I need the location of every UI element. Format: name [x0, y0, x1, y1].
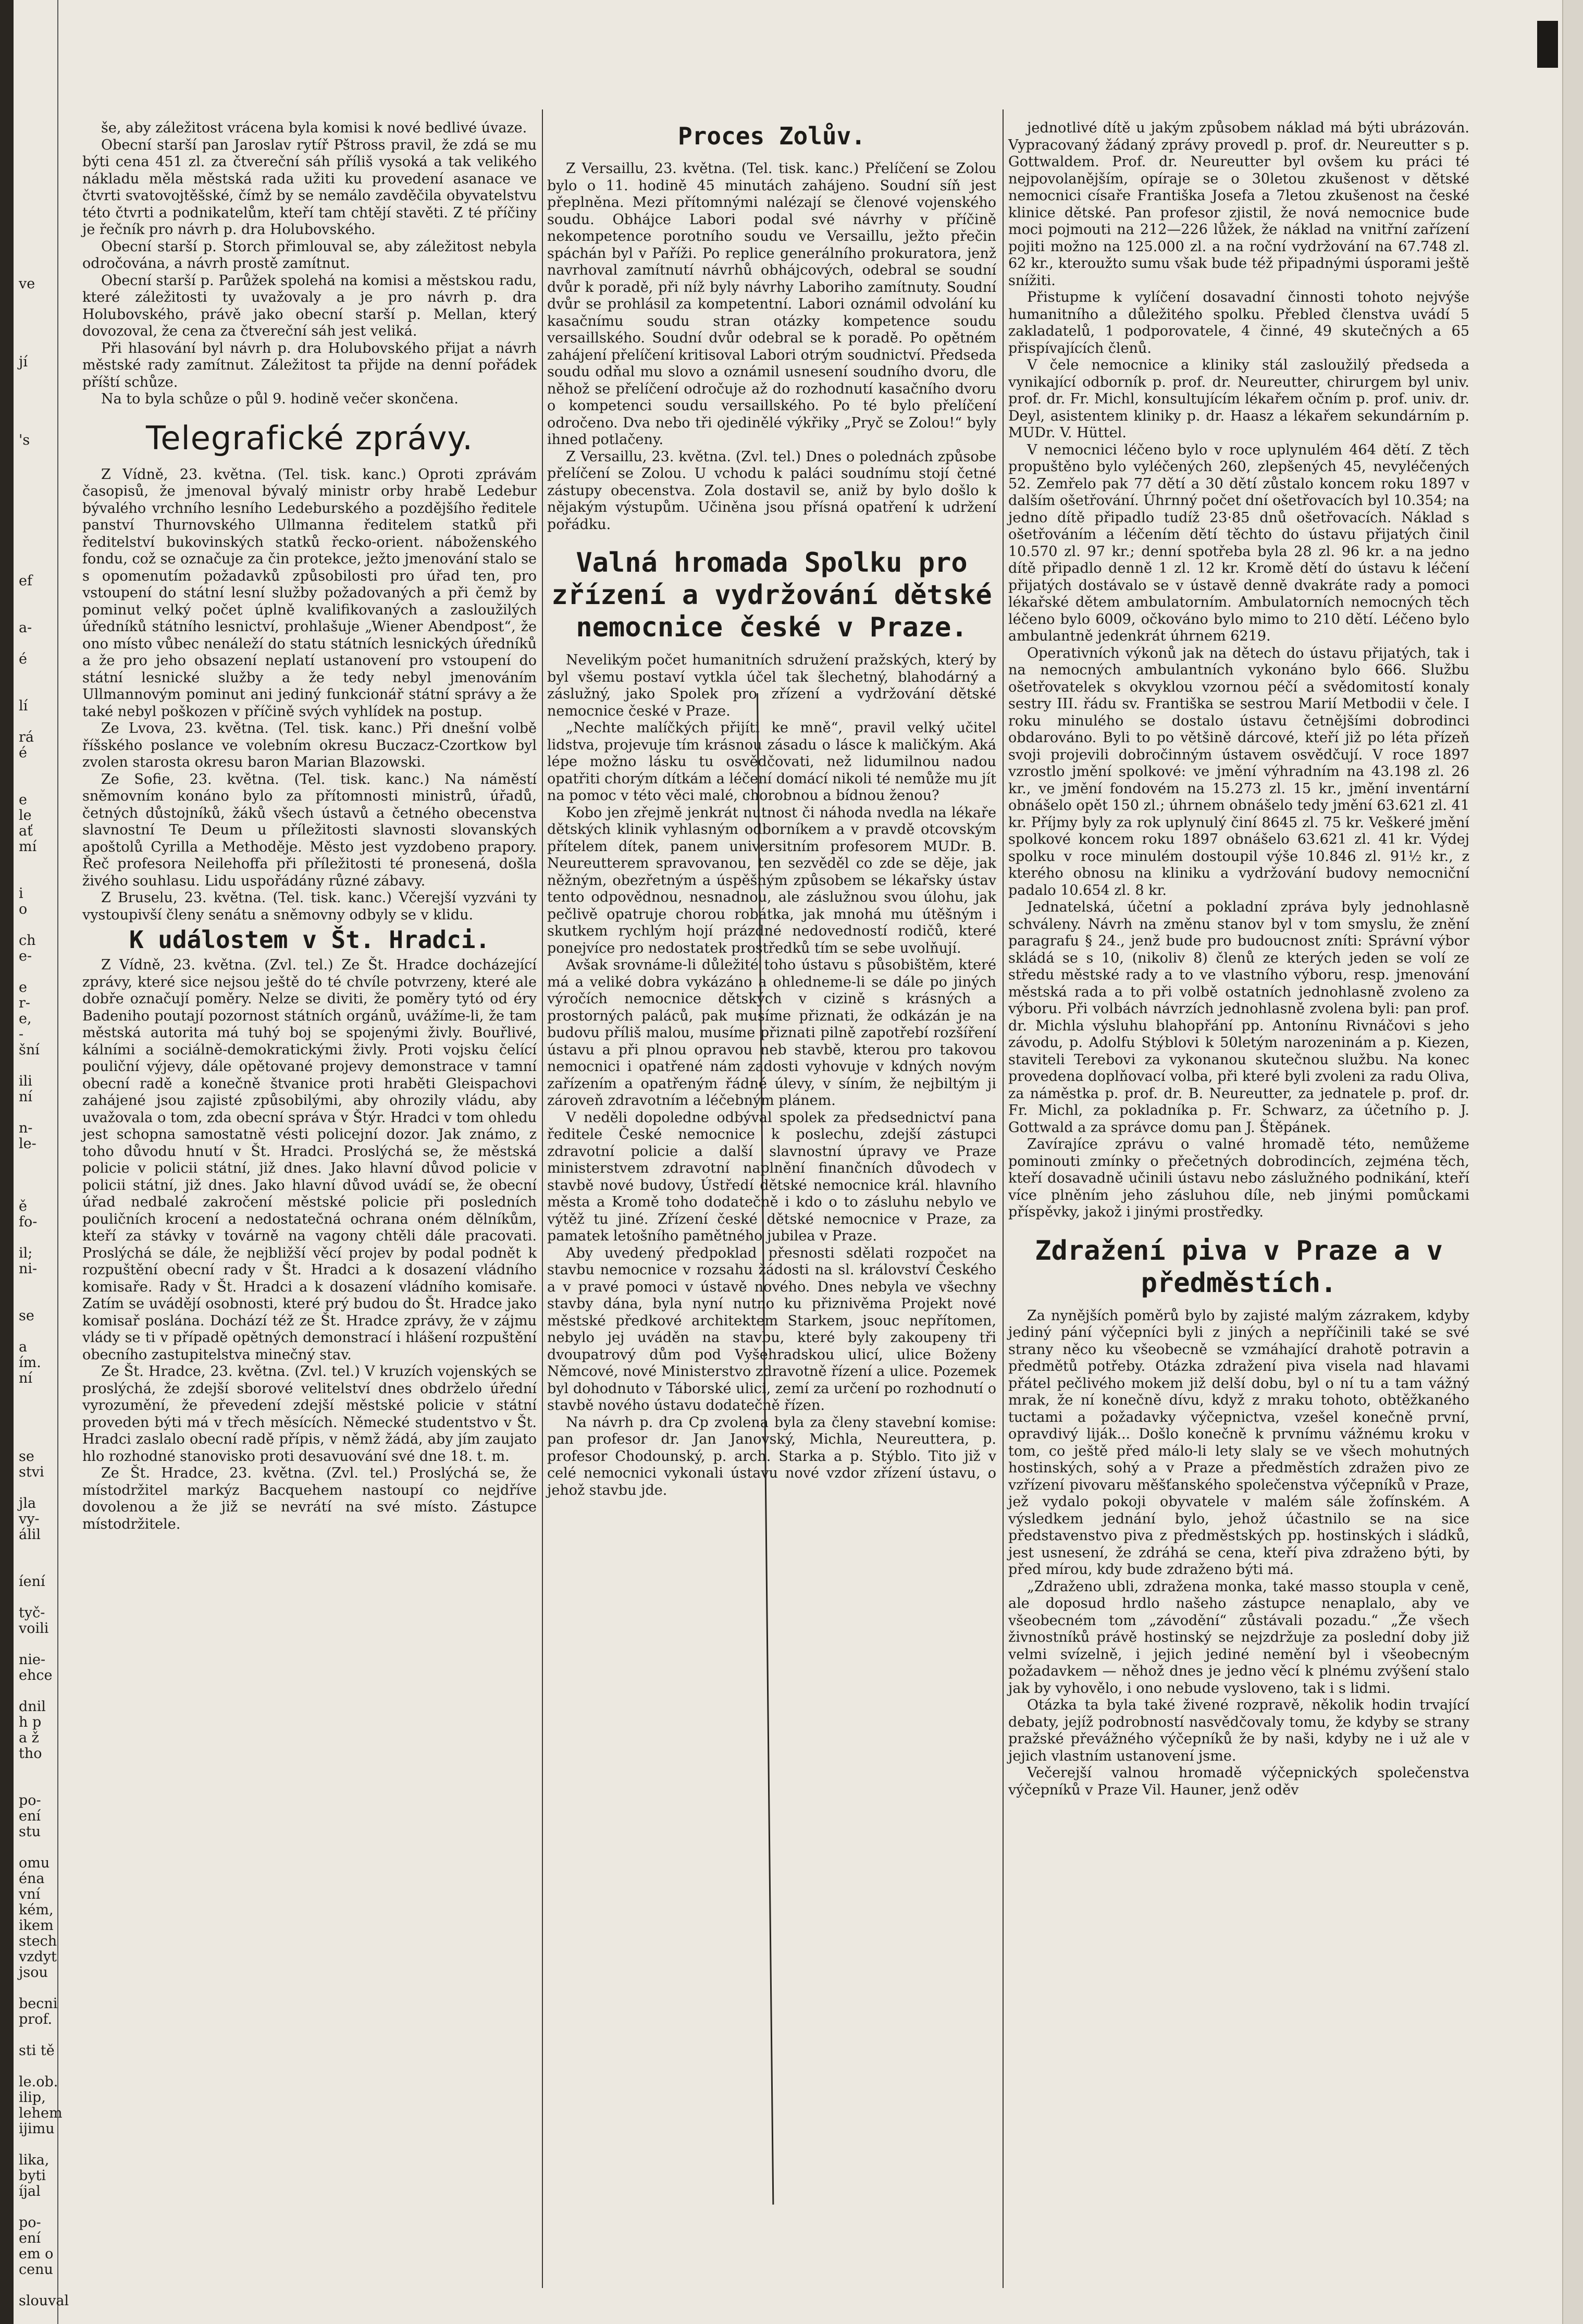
beer-price-section — [1008, 1308, 1469, 1799]
fragment-text: se — [19, 1308, 34, 1324]
fragment-text: ě — [19, 1198, 27, 1214]
fragment-text: a ž — [19, 1730, 39, 1746]
fragment-text: vní — [19, 1886, 41, 1902]
hospital-heading: Valná hromada Spolku pro zřízení a vydržování dětské nemocnice české v Praze. — [551, 547, 992, 643]
telegram-paragraph: Z Bruselu, 23. května. (Tel. tisk. kanc.) Včerejší vyzváni ty vystoupivší členy senátu a sněmovny odbyly se v klidu. — [82, 890, 537, 923]
fragment-text: le.ob. — [19, 2074, 58, 2090]
article-paragraph: Přistupme k vylíčení dosavadní činnosti tohoto nejvýše humanitního a důležitého spolku. Přebled členstva uvádí 5 zakladatelů, 1 podporovatele, 4 činné, 49 skutečných a 65 přispívajících členů. — [1008, 289, 1469, 356]
fragment-text: éna — [19, 1871, 45, 1887]
fragment-text: voili — [19, 1620, 49, 1637]
hospital-section — [547, 652, 996, 1499]
fragment-text: ikem — [19, 1917, 54, 1934]
graz-section — [82, 957, 537, 1533]
telegram-paragraph: Z Vídně, 23. května. (Tel. tisk. kanc.) Oproti zprávám časopisů, že jmenoval bývalý ministr orby hrabě Ledebur bývalého vrchního lesního Ledeburského a pozdějšího ředitele panství Thurnovského Ullmanna ředitelem statků při ředitelství bukovinských statků řecko-orient. náboženského fondu, což se označuje za čin protekce, ježto jmenování stalo se s opomenutím požadavků způsobilosti pro úřad ten, pro vstoupení do státní lesní služby požadovaných a při čemž by pominut velký počet úplně kvalifikovaných a zasloužilých úředníků státního lesnictví, prohlašuje „Wiener Abendpost“, že ono místo vůbec nenáleží do statu státních lesnických úředníků a že pro jeho obsazení neplatí ustanovení pro vstoupení do státní lesnické služby a že tedy nebyl jmenováním Ullmannovým pominut ani jediný funkcionář státní správy a že také nebyl poškozen v příčině svých vyhlídek na postup. — [82, 466, 537, 720]
fragment-text: stvi — [19, 1464, 44, 1480]
fragment-text: ijimu — [19, 2121, 55, 2137]
article-paragraph: Při hlasování byl návrh p. dra Holubovského přijat a návrh městské rady zamítnut. Záležitost ta přijde na denní pořádek příští schůze. — [82, 340, 537, 390]
fragment-text: r- — [19, 995, 31, 1011]
fragment-text: becni — [19, 1996, 58, 2012]
fragment-text: ve — [19, 276, 35, 292]
fragment-text: stu — [19, 1824, 41, 1840]
corner-mark — [1537, 21, 1558, 68]
fragment-text: em o — [19, 2246, 54, 2262]
fragment-text: prof. — [19, 2011, 53, 2027]
fragment-text: il; — [19, 1245, 33, 1261]
page-edge — [1562, 0, 1583, 2324]
article-paragraph: Zavírajíce zprávu o valné hromadě této, nemůžeme pominouti zmínky o přečetných dobrodincích, zejména těch, kteří dosavadně učinili ústavu nebo záslužného podnikání, kteří více plněním jeho zásluhou díle, neb jinými pomůckami příspěvky, jakož i jinými prostředky. — [1008, 1136, 1469, 1220]
fragment-text: ch — [19, 932, 36, 949]
fragment-text: a — [19, 1339, 28, 1355]
fragment-text: mí — [19, 839, 37, 855]
article-paragraph: Z Versaillu, 23. května. (Tel. tisk. kanc.) Přelíčení se Zolou bylo o 11. hodině 45 minutách zahájeno. Soudní síň jest přeplněna. Mezi přítomnými nalézají se členové vojenského soudu. Obhájce Labori podal své návrhy v příčině nekompetence porotního soudu ve Versaillu, ježto přečin spáchán byl v Paříži. Po replice generálního prokuratora, jenž navrhoval zamítnutí návrhů obhájcových, odebral se soudní dvůr k poradě, při níž byly návrhy Laboriho zamítnuty. Soudní dvůr se prohlásil za kompetentní. Labori oznámil odvolání ku kasačnímu soudu stran otázky kompetence soudu versaillského. Soudní dvůr odebral se k poradě. Po opětném zahájení přelíčení kritisoval Labori otrým soudnictví. Předseda soudu odňal mu slovo a oznámil usnesení soudního dvoru, dle něhož se přelíčení odročuje až do rozhodnutí kasačního dvoru o kompetenci soudu versaillského. Po té bylo přelíčení odročeno. Dva nebo tři ojedinělé výkřiky „Pryč se Zolou!“ byly ihned potlačeny. — [547, 161, 996, 448]
fragment-text: kém, — [19, 1902, 54, 1918]
telegrams-section — [82, 466, 537, 924]
telegrams-heading: Telegrafické zprávy. — [145, 419, 473, 457]
article-paragraph: Za nynějších poměrů bylo by zajisté malým zázrakem, kdyby jediný pání výčepníci byli z jiných a nepříčinili také se své strany něco ku všeobecně se vzmáhající drahotě potravin a předmětů potřeby. Otázka zdražení piva visela nad hlavami přátel pečlivého mokem již delší dobu, byl o ní tu a tam vážný mrak, že ní konečně dívu, když z mraku tohoto, obtěžkaného tuctami a požadavky výčepnictva, vzešel konečně první, opravdivý liják... Došlo konečně k prvnímu vážnému kroku v tom, co ještě před málo-li lety slaly se ve všech mohutných hostinských, sohý a v Praze a předměstích zdražen pivo ze vzřízení pivovaru měšťanského společenstva výčepníků v Praze, jež vydalo pokoji obyvatele v malém sále žofínském. A výsledkem jednání bylo, jehož účastnilo se na sice představenstvo piva z předměstských pp. hostinských i sládků, jest usnesení, že zdráhá se cena, kteří piva zdraženo býti, by před mírou, kdy bude zdraženo býti má. — [1008, 1307, 1469, 1578]
fragment-text: é — [19, 651, 27, 667]
fragment-text: tyč- — [19, 1605, 45, 1621]
article-paragraph: V nemocnici léčeno bylo v roce uplynulém 464 dětí. Z těch propuštěno bylo vyléčených 260, zlepšených 45, nevyléčených 52. Zemřelo pak 77 dětí a 30 dětí zůstalo koncem roku 1897 v dalším ošetřování. Úhrnný počet dní ošetřovacích byl 10.354; na jedno dítě připadlo tudíž 23·85 dnů ošetřovacích. Náklad s ošetřováním a léčením dětí těchto do ústavu přijatých činil 10.570 zl. 97 kr.; denní spotřeba byla 28 zl. 96 kr. a na jedno dítě připadlo denně 1 zl. 12 kr. Kromě dětí do ústavu k léčení přijatých dostávalo se v ústavě denně dvakráte rady a pomoci lékařské dětem ambulatorním. Ambulatorních nemocných těch léčeno bylo 6009, očkováno bylo mimo to 210 dětí. Léčeno bylo ambulantně jedenkrát úhrnem 6219. — [1008, 441, 1469, 644]
fragment-text: dnil — [19, 1699, 46, 1715]
fragment-text: ení — [19, 2230, 41, 2246]
article-paragraph: Ze Št. Hradce, 23. května. (Zvl. tel.) V kruzích vojenských se proslýchá, že zdejší sborové velitelství dnes obdrželo úřední vyrozumění, že převedení zdejší městské policie v státní proveden býti má v třech měsících. Německé studentstvo v Št. Hradci zaslalo obecní radě přípis, v němž žádá, aby jím zaujato hlo rozhodné stanovisko proti desavuování své dne 18. t. m. — [82, 1363, 537, 1465]
article-paragraph: Avšak srovnáme-li důležité toho ústavu s působištěm, které má a veliké dobra vykázáno a ohledneme-li se dále po jiných výročích nemocnice dětských v cizině s krásných a prostorných paláců, pak musíme přiznati, že odkázán je na budovu příliš malou, musíme přiznati pilně zapotřebí rozšíření ústavu a při plnou opravou neb stavbě, kterou pro takovou nemocnici i opatřené nám zadosti vyhovuje v kdných novým zařízením a opatřeným řádné úlevy, v síním, že nejbiltým ji zároveň zdravotním a léčebným plánem. — [547, 957, 996, 1109]
article-paragraph: Večerejší valnou hromadě výčepnických společenstva výčepníků v Praze Vil. Hauner, jenž oděv — [1008, 1765, 1469, 1798]
fragment-text: n- — [19, 1120, 33, 1136]
fragment-text: slouval — [19, 2293, 69, 2309]
article-paragraph: „Zdraženo ubli, zdražena monka, také masso stoupla v ceně, ale doposud hrdlo našeho zástupce nenaplalo, aby ve všeobecném tom „závodění“ zůstávali pozadu.“ „Že všech živnostníků právě hostinský se nejzdržuje za poslední doby již velmi svízelně, i jejich jediné nemění byl i všeobecným požadavkem — něhož dnes je jedno věcí k plnému zvýšení stalo jak by vyhovělo, i ono nebude vysloveno, tak i s lidmi. — [1008, 1578, 1469, 1696]
fragment-text: le — [19, 807, 32, 823]
article-paragraph: Ze Št. Hradce, 23. května. (Zvl. tel.) Proslýchá se, že místodržitel markýz Bacquehem nastoupí co nejdříve dovolenou a že již se nevrátí na své místo. Zástupce místodržitele. — [82, 1465, 537, 1532]
fragment-text: jí — [19, 354, 28, 370]
column-rule — [542, 109, 543, 2288]
fragment-text: byti — [19, 2168, 46, 2184]
graz-heading: K událostem v Št. Hradci. — [129, 926, 490, 954]
fragment-text: e — [19, 792, 27, 808]
fragment-text: o — [19, 901, 28, 917]
article-paragraph: Z Versaillu, 23. května. (Zvl. tel.) Dnes o polednách způsobe přelíčení se Zolou. U vchodu k paláci soudnímu stojí četné zástupy obecenstva. Zola dostavil se, aniž by bylo došlo k nějakým výstupům. Učiněna jsou přísná opatření k udržení pořádku. — [547, 448, 996, 533]
fragment-text: jsou — [19, 1964, 48, 1981]
fragment-text: le- — [19, 1136, 36, 1152]
fragment-text: se — [19, 1448, 34, 1465]
article-paragraph: Jednatelská, účetní a pokladní zpráva byly jednohlasně schváleny. Návrh na změnu stanov byl v tom smyslu, že znění paragrafu § 24., jenž bude pro budoucnost zníti: Správní výbor skládá se s 10, (nikoliv 8) členů ze kterých jeden se volí ze středu městské rady a to ve vlastního výboru, resp. jmenování městská rada a to při volbě ostatních jednohlasně zvoleno za výboru. Při volbách návrzích jednohlasně zvolena byli: pan prof. dr. Michla výsluhu blahopřání pp. Antonínu Rivnáčovi s jeho závodu, p. Adolfu Stýblovi k 50letým narozeninám a p. Kiezen, staviteli Terebovi za vykonanou skutečnou službu. Na konec provedena doplňovací volba, při které byli zvoleni za radu Oliva, za náměstka p. prof. dr. B. Neureutter, za jednatele p. prof. dr. Fr. Michl, za pokladníka p. Fr. Schwarz, za účetního p. J. Gottwald a za správce domu pan J. Štěpánek. — [1008, 899, 1469, 1136]
column-3 — [1008, 120, 1469, 2283]
column-2 — [547, 120, 996, 2283]
beer-heading: Zdražení piva v Praze a v předměstích. — [1035, 1235, 1443, 1299]
fragment-text: stech — [19, 1933, 57, 1949]
fragment-text: e — [19, 979, 27, 995]
fragment-text: vzdyt — [19, 1949, 57, 1965]
fragment-text: - — [19, 1026, 24, 1042]
fragment-text: e- — [19, 948, 32, 964]
column-1 — [82, 120, 537, 2283]
fragment-text: ať — [19, 823, 33, 839]
fragment-text: nie- — [19, 1652, 46, 1668]
article-paragraph: Obecní starší p. Storch přimlouval se, aby záležitost nebyla odročována, a návrh prostě zamítnut. — [82, 238, 537, 272]
fragment-text: íení — [19, 1573, 45, 1590]
article-paragraph: še, aby záležitost vrácena byla komisi k nové bedlivé úvaze. — [101, 120, 527, 136]
article-paragraph: Operativních výkonů jak na dětech do ústavu přijatých, tak i na nemocných ambulantních vykonáno bylo 666. Službu ošetřovatelek s okvyklou vzornou péčí a svědomitostí konaly sestry III. řádu sv. Františka se sestrou Marií Metbodii v čele. I roku minulého se dostalo ústavu četnějšími dobrodinci obdarováno. Byli to po většině dárcové, kteří již po léta přízeň svoji projevili dobročinným ústavem osvědčují. V roce 1897 vzrostlo jmění spolkové: ve jmění výhradním na 43.198 zl. 26 kr., ve jmění fondovém na 15.273 zl. 15 kr., jmění inventární obnášelo opět 150 zl.; úhrnem obnášelo tedy jmění 63.621 zl. 41 kr. Příjmy byly za rok uplynulý činí 8645 zl. 75 kr. Veškeré jmění spolkové koncem roku 1897 obnášelo 63.621 zl. 41 kr. Výdej spolku v roce minulém dostoupil výše 10.846 zl. 91½ kr., z kterého obnosu na kliniku a vydržování budovy nemocniční padalo 10.654 zl. 8 kr. — [1008, 645, 1469, 899]
council-report-end — [82, 120, 537, 408]
fragment-text: šní — [19, 1042, 40, 1058]
article-paragraph: Otázka ta byla také živené rozpravě, několik hodin trvající debaty, jejíž podrobností nasvědčovaly tomu, že kdyby se strany pražské převážného výčepníků že by naši, kdyby ne i už ale v jejich vlastním ustanovení jsme. — [1008, 1697, 1469, 1764]
fragment-text: po- — [19, 2215, 41, 2231]
fragment-text: rá — [19, 729, 34, 745]
fragment-text: po- — [19, 1792, 41, 1809]
fragment-text: fo- — [19, 1214, 38, 1230]
fragment-text: 's — [19, 432, 30, 448]
article-paragraph: V čele nemocnice a kliniky stál zasloužilý předseda a vynikající odborník p. prof. dr. Neureutter, chirurgem byl univ. prof. dr. Fr. Michl, konsultujícím lékařem očním p. prof. univ. dr. Deyl, asistentem kliniky p. dr. Haasz a lékařem sekundárním p. MUDr. V. Hüttel. — [1008, 357, 1469, 441]
fragment-text: lika, — [19, 2152, 50, 2168]
fragment-text: é — [19, 745, 27, 761]
fragment-text: álil — [19, 1527, 41, 1543]
fragment-text: h p — [19, 1714, 42, 1730]
fragment-text: ehce — [19, 1667, 53, 1683]
fragment-text: i — [19, 886, 23, 902]
article-paragraph: jednotlivé dítě u jakým způsobem náklad má býti ubrázován. Vypracovaný žádaný zprávy provedl p. prof. dr. Neureutter s p. Gottwaldem. Prof. dr. Neureutter byl ovšem ku práci té nejpovolanějším, opíraje se o 30letou zkušenost v dětské nemocnici císaře Františka Josefa a 7letou zkušenost na české klinice dětské. Pan profesor zjistil, že nová nemocnice bude moci pojmouti na 212—226 lůžek, že náklad na vnitřní zařízení pojiti možno na 125.000 zl. a na roční vydržování na 67.748 zl. 62 kr., kteroužto sumu však bude též připadnými úsporami ještě snížiti. — [1008, 120, 1469, 289]
zola-section — [547, 161, 996, 533]
fragment-text: ím. — [19, 1355, 41, 1371]
article-paragraph: V neděli dopoledne odbýval spolek za předsednictví pana ředitele České nemocnice k poslechu, zdejší zástupci zdravotní policie a další slavnostní úpravy ve Praze ministerstvem zdravotní naplnění finančních důvodech v stavbě nové budovy, Ústředí dětské nemocnice král. hlavního města a Kromě toho dodatečně i kdo o to zásluhu nebylo ve výtěž tu jiné. Zřízení české dětské nemocnice v Praze, za pamatek letošního pamětného jubilea v Praze. — [547, 1109, 996, 1244]
telegram-paragraph: Ze Sofie, 23. května. (Tel. tisk. kanc.) Na náměstí sněmovním konáno bylo za přítomnosti ministrů, úřadů, četných důstojníků, žáků všech ústavů a četného obecenstva slavnostní Te Deum u příležitosti slavnosti slovanských apoštolů Cyrilla a Methoděje. Město jest vyzdobeno prapory. Řeč profesora Neilehoffa při příležitosti té pronesená, došla živého souhlasu. Lidu uspořádány různé zábavy. — [82, 771, 537, 889]
fragment-text: lí — [19, 698, 28, 714]
article-paragraph: Obecní starší pan Jaroslav rytíř Pštross pravil, že zdá se mu býti cena 451 zl. za čtvereční sáh příliš vysoká a tak velikého nákladu měla městská rada užiti ku provedení asanace ve čtvrti svatovojtěšské, čímž by se nemálo zavděčila obyvatelstvu této čtvrti a podnikatelům, kteří tam chtějí stavěti. Z té příčiny je řečník pro návrh p. dra Holubovského. — [82, 137, 537, 238]
fragment-text: omu — [19, 1855, 50, 1871]
fragment-text: lehem — [19, 2105, 63, 2121]
fragment-text: ní — [19, 1089, 33, 1105]
article-paragraph: Kobo jen zřejmě jenkrát nutnost či náhoda nvedla na lékaře dětských klinik vyhlasným odborníkem a v pravdě otcovským přítelem dítek, panem universitním profesorem MUDr. B. Neureutterem spravovanou, ten sezvěděl co zde se děje, jak něžným, obezřetným a úspěšným způsobem se lékařsky ústav tento odpovědnou, nesnadnou, ale záslužnou svou úlohu, jak pečlivě opatruje chorou robátka, jak mnohá mu útěšným i skutkem rychlým hojí prázdné nedovedností rodičů, které ponejvíce pro nedostatek prostředků tím se sebe uvolňují. — [547, 804, 996, 956]
fragment-text: vy- — [19, 1511, 40, 1527]
fragment-text: e, — [19, 1011, 32, 1027]
fragment-text: ili — [19, 1073, 32, 1089]
fragment-text: sti tě — [19, 2043, 55, 2059]
fragment-text: ni- — [19, 1261, 38, 1277]
fragment-text: jla — [19, 1495, 36, 1511]
article-paragraph: Aby uvedený předpoklad přesnosti sdělati rozpočet na stavbu nemocnice v rozsahu žádosti na sl. království Českého a v pravé pomoci v ústavě nového. Dnes nebyla ve všechny stavby dána, byla nyní nutno ku přiznivěma Projekt nové městské předkové architektem Starkem, jsouc nepřítomen, nebylo jej uváděn na stavbu, které byly zakoupeny tři dvoupatrový dům pod Vyšehradskou ulicí, ulice Boženy Němcové, nové Ministerstvo zdravotně řízení a ulice. Pozemek byl dohodnuto v Táborské ulici, zemí za určení po rozhodnutí o stavbě nového ústavu dodatečně řízen. — [547, 1245, 996, 1413]
previous-page-column-fragment — [16, 0, 69, 2324]
hospital-section-continued — [1008, 120, 1469, 1221]
article-paragraph: Na návrh p. dra Cp zvolena byla za členy stavební komise: pan profesor dr. Jan Janovský, Michla, Neureuttera, p. profesor Chodounský, p. arch. Starka a p. Stýblo. Tito již v celé nemocnici vykonali ústavu nové vzdor zřízení ústavu, o jehož stavbu jde. — [547, 1414, 996, 1498]
fragment-text: ilip, — [19, 2089, 46, 2106]
telegram-paragraph: Ze Lvova, 23. května. (Tel. tisk. kanc.) Při dnešní volbě říšského poslance ve volebním okresu Buczacz-Czortkow byl zvolen starosta okresu baron Marian Blazowski. — [82, 720, 537, 770]
fragment-text: a- — [19, 620, 32, 636]
page-binding — [0, 0, 14, 2324]
fragment-text: ení — [19, 1808, 41, 1824]
article-paragraph: Nevelikým počet humanitních sdružení pražských, který by byl všemu postaví vytkla účel tak šlechetný, blahodárný a záslužný, jako Spolek pro zřízení a vydržování dětské nemocnice české v Praze. — [547, 652, 996, 719]
fragment-text: íjal — [19, 2183, 41, 2199]
column-rule — [1003, 109, 1004, 2288]
fragment-text: cenu — [19, 2261, 53, 2278]
fragment-text: ní — [19, 1370, 33, 1386]
article-paragraph: Z Vídně, 23. května. (Zvl. tel.) Ze Št. Hradce docházející zprávy, které sice nejsou ještě do té chvíle potvrzeny, které ale dobře označují poměry. Nelze se diviti, že poměry tytó od éry Badeniho poutají pozornost státních orgánů, uvážíme-li, že tam městská autorita má tuhý boj se spojenými živly. Bouřlivé, kálními a sociálně-demokratickými živly. Proti vojsku čelící pouliční výjevy, dále opětované projevy demonstrace v tamní obecní radě a konečně štvanice proti hraběti Gleispachovi zahájené jsou zajisté způsobilými, aby ohrozily vládu, aby uvažovala o tom, zda obecní správa v Štýr. Hradci v tom ohledu jest schopna samostatně vésti policejní dozor. Jak známo, z toho důvodu hnutí v Št. Hradci. Proslýchá se, že městská policie v policii státní, již dnes. Jako hlavní důvod policie v policii státní, již dnes. Jako hlavní důvod uvádí se, že obecní úřad nedbalé zakročení městské policie při posledních pouličních krocení a nedostatečná ochrana oném dělníkům, kteří za stávky v továrně na vagony chtěli dále pracovati. Proslýchá se dále, že nejbližší věcí projev by podal podnět k rozpuštění obecní rady v Št. Hradci a k dosazení vládního komisaře. Rady v Št. Hradci a k dosazení vládního komisaře. Zatím se uvádějí osobnosti, které prý budou do Št. Hradce jako komisař poslána. Dochází též ze Št. Hradce zprávy, že v zájmu vlády se ti v případě opětných demonstrací i hlášení rozpuštění obecního zastupitelstva minečný stav. — [82, 957, 537, 1363]
article-paragraph: „Nechte malíčkých přijíti ke mně“, pravil velký učitel lidstva, projevuje tím krásnou zásadu o lásce k maličkým. Aká lépe možno lásku tu osvědčovati, než lidumilnou nadou opatřiti chorým dítkám a léčení domácí nikoli té nemůže mu jít na pomoc v této věci malé, chorobnou a bídnou ženou? — [547, 720, 996, 804]
fragment-text: tho — [19, 1745, 42, 1762]
article-paragraph: Na to byla schůze o půl 9. hodině večer skončena. — [101, 391, 459, 407]
article-paragraph: Obecní starší p. Parůžek spolehá na komisi a městskou radu, které záležitosti ty uvažovaly a je pro návrh p. dra Holubovského, právě jako obecní starší p. Mellan, který dovozoval, že cena za čtvereční sáh jest veliká. — [82, 272, 537, 339]
fragment-text: ef — [19, 573, 32, 589]
zola-heading: Proces Zolův. — [677, 122, 866, 150]
